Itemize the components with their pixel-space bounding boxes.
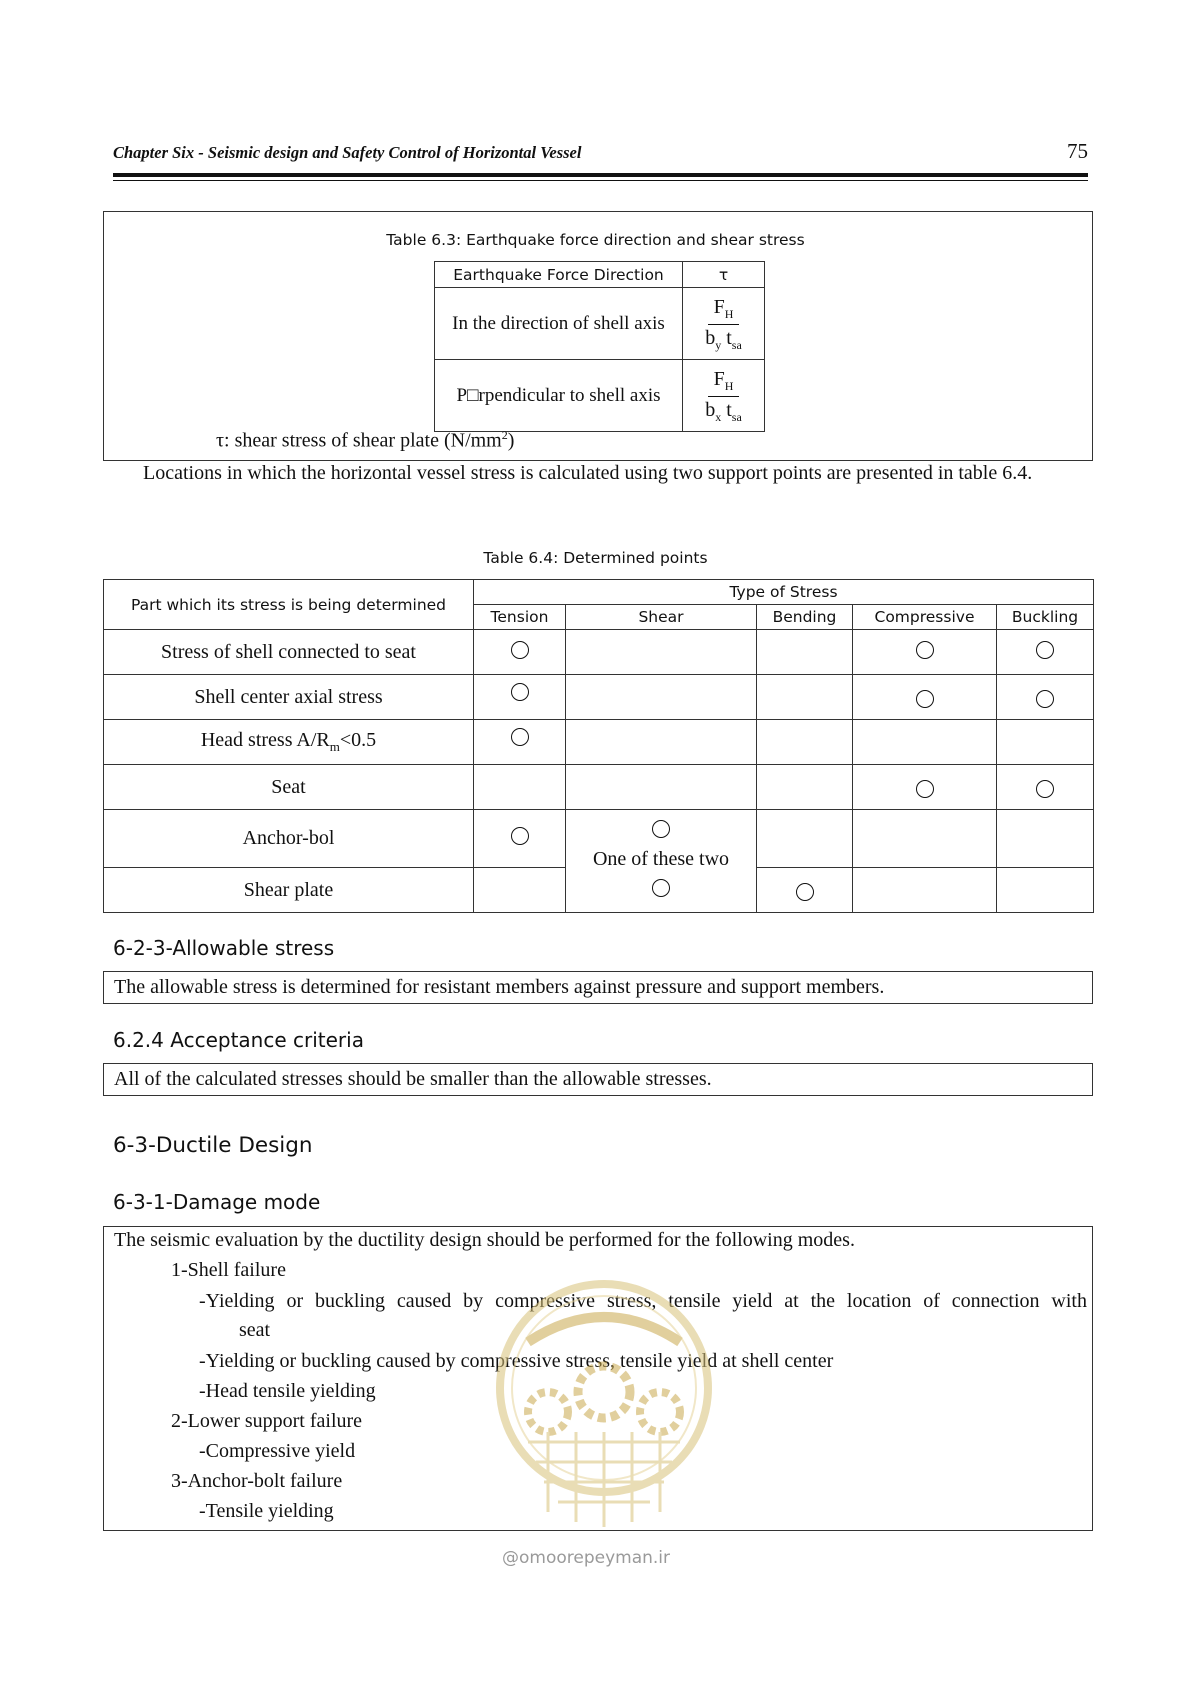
acceptance-criteria-box: All of the calculated stresses should be smaller than the allowable stresses. (103, 1063, 1093, 1096)
page-number: 75 (1067, 139, 1088, 163)
col-bending: Bending (757, 605, 853, 630)
col-buckling: Buckling (997, 605, 1094, 630)
locations-paragraph: Locations in which the horizontal vessel stress is calculated using two support points are presented in table 6.4. (143, 462, 1033, 484)
part-label: Anchor-bol (104, 810, 474, 868)
damage-intro: The seismic evaluation by the ductility design should be performed for the following modes. (114, 1229, 855, 1251)
circle-mark-icon (1036, 690, 1054, 708)
table-row (104, 765, 1094, 810)
damage-item: 3-Anchor-bolt failure (171, 1470, 343, 1492)
header-rule (113, 173, 1088, 177)
table-row (104, 630, 1094, 675)
damage-item: 1-Shell failure (171, 1259, 286, 1281)
table-row (435, 288, 765, 360)
circle-mark-icon (796, 883, 814, 901)
table-row (435, 360, 765, 432)
col-tension: Tension (474, 605, 566, 630)
heading-acceptance-criteria: 6.2.4 Acceptance criteria (113, 1028, 364, 1052)
table-6-4 (103, 579, 1094, 913)
circle-mark-icon (1036, 780, 1054, 798)
circle-mark-icon (511, 728, 529, 746)
table-row (104, 810, 1094, 868)
watermark-emblem-icon (488, 1272, 720, 1542)
tau-formula: $\frac{F_H}{b_y t_{sa}}$ (683, 288, 765, 360)
damage-item: seat (239, 1319, 271, 1341)
col-shear: Shear (566, 605, 757, 630)
col-tau: τ (683, 262, 765, 288)
col-earthquake-force-direction: Earthquake Force Direction (435, 262, 683, 288)
mark-cell (853, 675, 997, 720)
mark-cell (757, 868, 853, 913)
table-6-3-caption: Table 6.3: Earthquake force direction and shear stress (386, 231, 805, 249)
circle-mark-icon (916, 780, 934, 798)
col-part: Part which its stress is being determined (104, 580, 474, 630)
heading-allowable-stress: 6-2-3-Allowable stress (113, 936, 335, 960)
mark-cell (474, 810, 566, 868)
damage-item: 2-Lower support failure (171, 1410, 363, 1432)
circle-mark-icon (916, 690, 934, 708)
part-label: Shear plate (104, 868, 474, 913)
part-label: Head stress $A/R_m<0.5$ (104, 720, 474, 765)
damage-item: -Head tensile yielding (199, 1380, 376, 1402)
part-label: Shell center axial stress (104, 675, 474, 720)
damage-item: -Yielding or buckling caused by compressive stress, tensile yield at shell center (199, 1350, 834, 1372)
running-header (113, 139, 1088, 183)
mark-cell (474, 720, 566, 765)
tau-formula: $\frac{F_H}{b_x t_{sa}}$ (683, 360, 765, 432)
circle-mark-icon (652, 820, 670, 838)
damage-item: -Yielding or buckling caused by compressive stress, tensile yield at the location of connection with (199, 1290, 1087, 1312)
circle-mark-icon (1036, 641, 1054, 659)
table-row (104, 720, 1094, 765)
part-label: Stress of shell connected to seat (104, 630, 474, 675)
header-rule-thin (113, 180, 1088, 181)
circle-mark-icon (511, 683, 529, 701)
heading-damage-mode: 6-3-1-Damage mode (113, 1190, 321, 1214)
mark-cell (997, 675, 1094, 720)
one-of-these-two-note: One of these two (592, 847, 730, 870)
circle-mark-icon (511, 827, 529, 845)
mark-cell (997, 765, 1094, 810)
col-compressive: Compressive (853, 605, 997, 630)
circle-mark-icon (652, 879, 670, 897)
shear-merged-cell (566, 810, 757, 913)
mark-cell (997, 630, 1094, 675)
col-type-of-stress: Type of Stress (474, 580, 1094, 605)
mark-cell (474, 630, 566, 675)
part-label: Seat (104, 765, 474, 810)
circle-mark-icon (511, 641, 529, 659)
circle-mark-icon (916, 641, 934, 659)
table-6-3 (434, 261, 765, 432)
direction-label: In the direction of shell axis (435, 288, 683, 360)
header-title: Chapter Six - Seismic design and Safety Control of Horizontal Vessel (113, 143, 582, 162)
damage-item: -Tensile yielding (199, 1500, 334, 1522)
watermark-site-text: @omoorepeyman.ir (502, 1548, 671, 1568)
mark-cell (853, 630, 997, 675)
damage-item: -Compressive yield (199, 1440, 356, 1462)
tau-definition-note: τ: shear stress of shear plate $(N/mm^2)$ (216, 428, 515, 452)
heading-ductile-design: 6-3-Ductile Design (113, 1133, 313, 1158)
mark-cell (853, 765, 997, 810)
table-row (104, 675, 1094, 720)
direction-label: P□rpendicular to shell axis (435, 360, 683, 432)
allowable-stress-box: The allowable stress is determined for resistant members against pressure and support members. (103, 971, 1093, 1004)
mark-cell (474, 675, 566, 720)
table-6-4-caption: Table 6.4: Determined points (483, 549, 708, 567)
